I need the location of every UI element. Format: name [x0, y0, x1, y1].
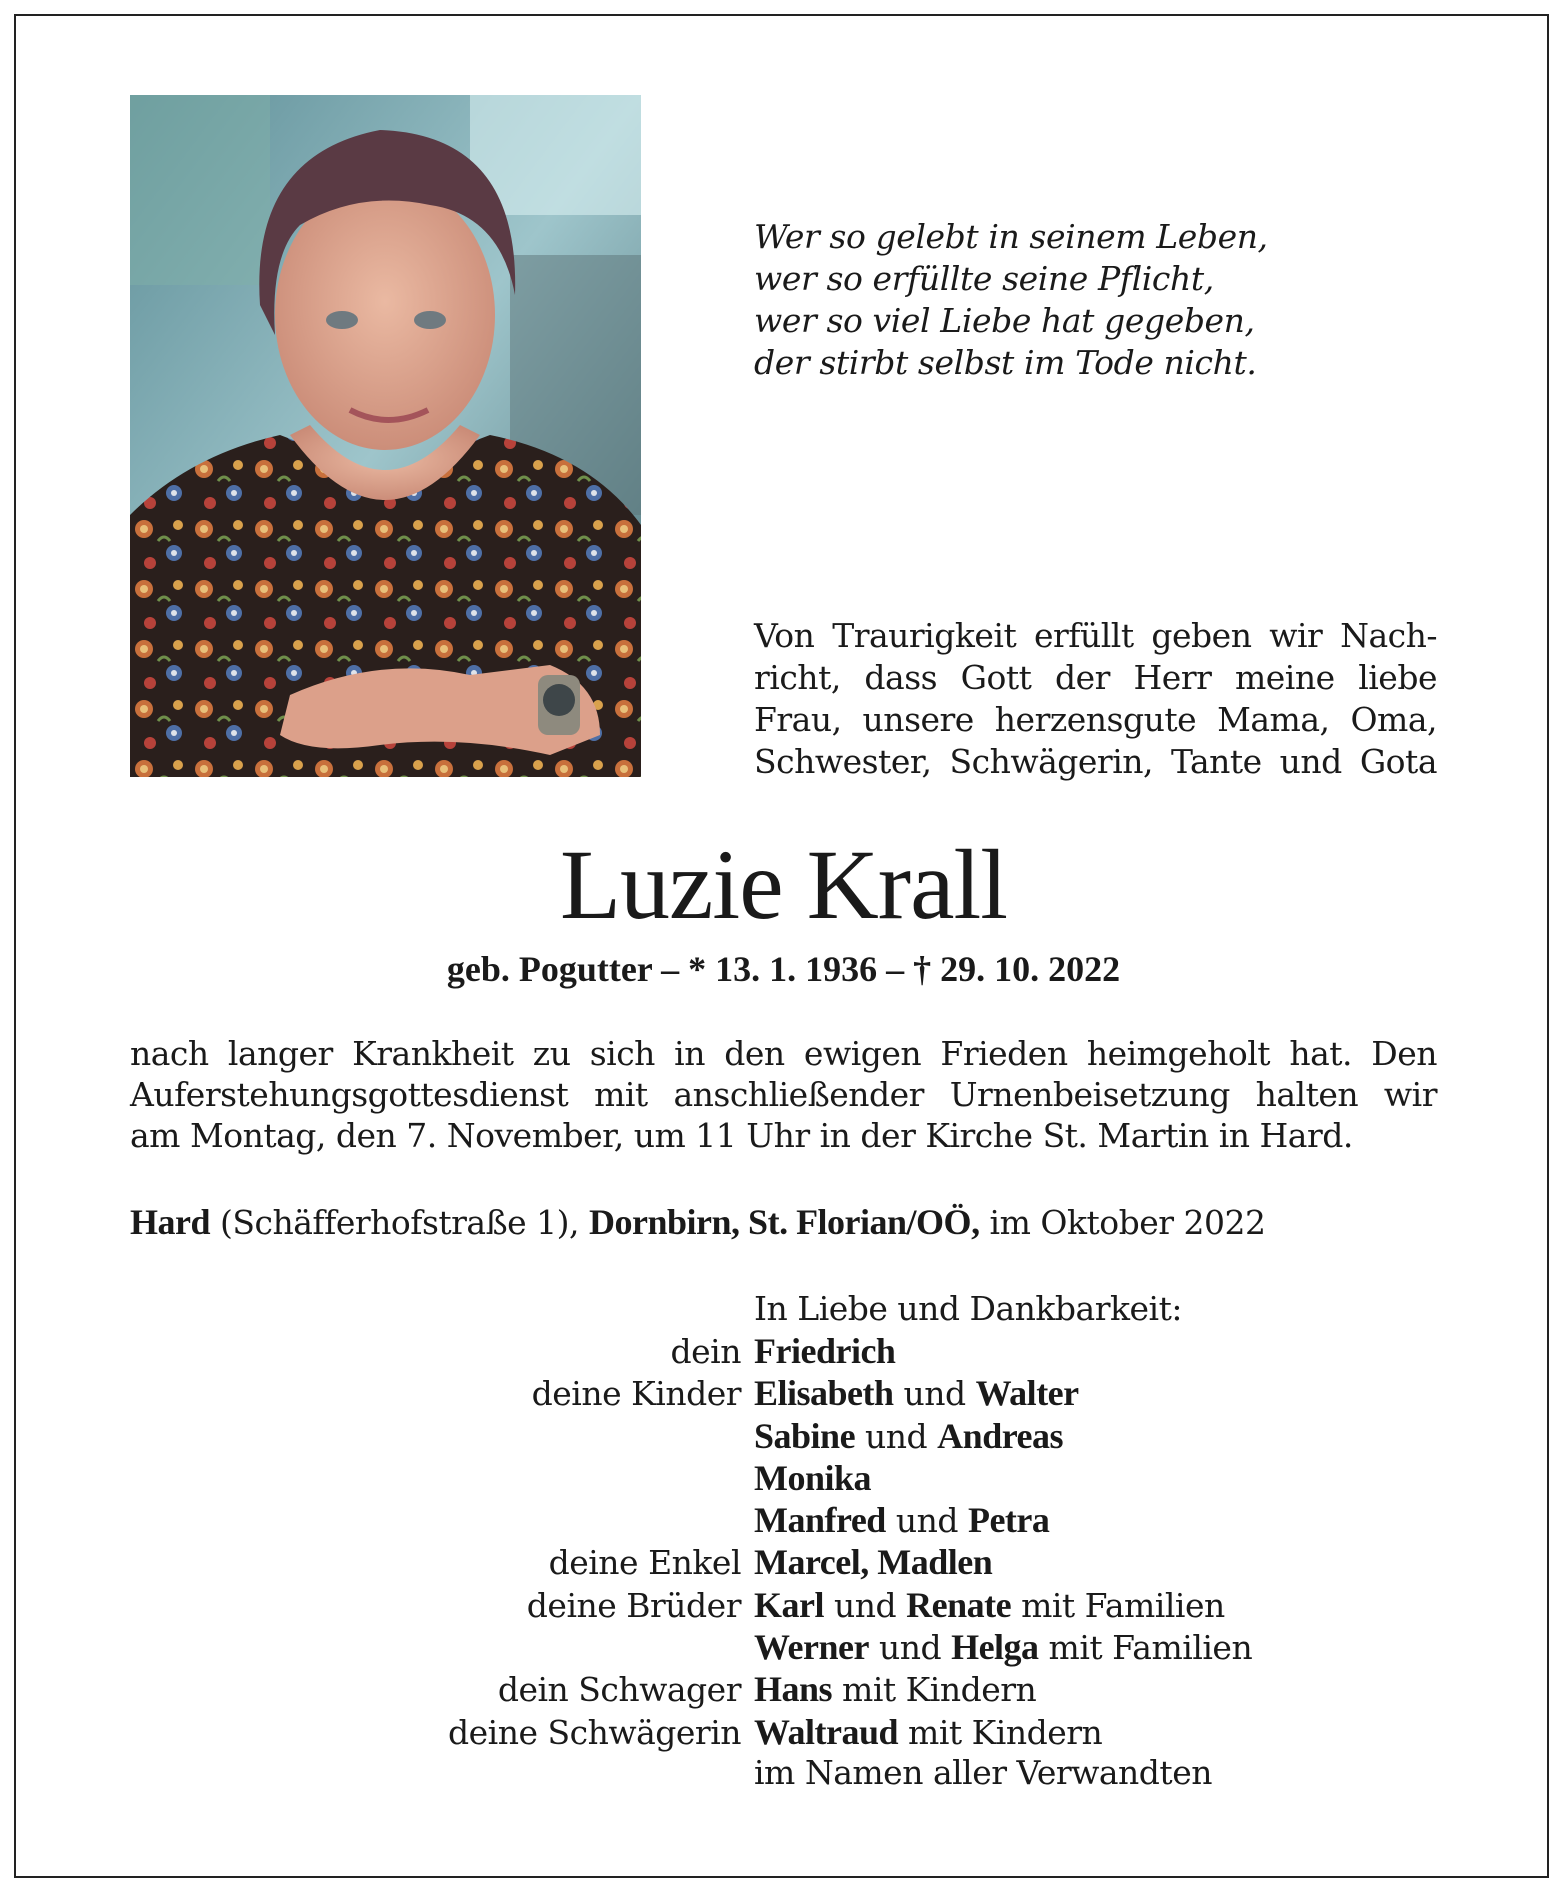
place-and-date	[130, 1201, 1437, 1244]
family-row	[300, 1499, 1500, 1541]
relation-label: deine Schwägerin	[448, 1712, 741, 1752]
poem-line: Wer so gelebt in seinem Leben,	[754, 217, 1268, 256]
joiner: mit Familien	[1038, 1628, 1253, 1668]
family-list	[300, 1330, 1500, 1795]
relation-label: deine Kinder	[531, 1374, 741, 1414]
poem-line: wer so erfüllte seine Pflicht,	[754, 259, 1214, 298]
family-name: Walter	[975, 1373, 1079, 1414]
intro-paragraph	[754, 615, 1437, 783]
joiner: und	[893, 1374, 976, 1414]
joiner: im Namen aller Verwandten	[754, 1752, 1212, 1792]
deceased-name: Luzie Krall	[559, 829, 1008, 940]
intro-line: richt, dass Gott der Herr meine liebe	[754, 658, 1437, 697]
address: (Schäfferhofstraße 1),	[210, 1203, 590, 1242]
family-row	[300, 1457, 1500, 1499]
joiner: und	[855, 1416, 938, 1456]
poem	[754, 216, 1454, 384]
family-name: Marcel, Madlen	[754, 1542, 993, 1583]
birth-death-dates: geb. Pogutter – * 13. 1. 1936 – † 29. 10. 2022	[446, 949, 1121, 989]
body-line: am Montag, den 7. November, um 11 Uhr in der Kirche St. Martin in Hard.	[130, 1116, 1353, 1155]
family-row	[300, 1753, 1500, 1795]
family-row	[300, 1330, 1500, 1372]
date-line: im Oktober 2022	[979, 1203, 1266, 1242]
family-name: Monika	[754, 1457, 872, 1498]
joiner: mit Kindern	[832, 1670, 1037, 1710]
intro-line: Schwester, Schwägerin, Tante und Gota	[754, 742, 1437, 781]
signoff: In Liebe und Dankbarkeit:	[754, 1289, 1182, 1328]
body-line: Auferstehungsgottesdienst mit anschließender Urnenbeisetzung halten wir	[130, 1075, 1437, 1114]
family-row	[300, 1668, 1500, 1710]
family-row	[300, 1415, 1500, 1457]
family-name: Helga	[951, 1627, 1039, 1668]
intro-line: Frau, unsere herzensgute Mama, Oma,	[754, 700, 1437, 739]
family-row	[300, 1626, 1500, 1668]
family-row	[300, 1372, 1500, 1414]
relation-label: dein	[670, 1332, 741, 1371]
family-name: Renate	[906, 1584, 1012, 1625]
family-name: Waltraud	[754, 1711, 899, 1752]
family-name: Werner	[754, 1627, 869, 1668]
family-name: Andreas	[937, 1415, 1064, 1456]
poem-line: der stirbt selbst im Tode nicht.	[754, 343, 1257, 382]
relation-label: deine Enkel	[548, 1543, 741, 1583]
family-name: Friedrich	[754, 1331, 896, 1371]
family-name: Petra	[967, 1500, 1050, 1541]
family-row	[300, 1711, 1500, 1753]
relation-label: dein Schwager	[497, 1670, 741, 1710]
relation-label: deine Brüder	[526, 1585, 741, 1625]
family-name: Manfred	[754, 1500, 886, 1541]
joiner: und	[823, 1585, 907, 1625]
place-hard: Hard	[130, 1202, 211, 1242]
joiner: mit Familien	[1011, 1585, 1225, 1625]
joiner: und	[868, 1628, 952, 1668]
joiner: und	[885, 1501, 968, 1541]
family-row	[300, 1584, 1500, 1626]
family-row	[300, 1541, 1500, 1583]
portrait-photo	[130, 95, 641, 777]
family-name: Sabine	[754, 1415, 856, 1456]
poem-line: wer so viel Liebe hat gegeben,	[754, 301, 1255, 340]
intro-line: Von Traurigkeit erfüllt geben wir Nach-	[754, 616, 1437, 655]
family-name: Hans	[754, 1669, 833, 1710]
family-name: Karl	[754, 1584, 824, 1625]
joiner: mit Kindern	[898, 1712, 1103, 1752]
announcement-paragraph	[130, 1033, 1437, 1156]
family-name: Elisabeth	[754, 1373, 894, 1414]
body-line: nach langer Krankheit zu sich in den ewigen Frieden heimgeholt hat. Den	[130, 1034, 1437, 1073]
places-other: Dornbirn, St. Florian/OÖ,	[589, 1202, 980, 1242]
